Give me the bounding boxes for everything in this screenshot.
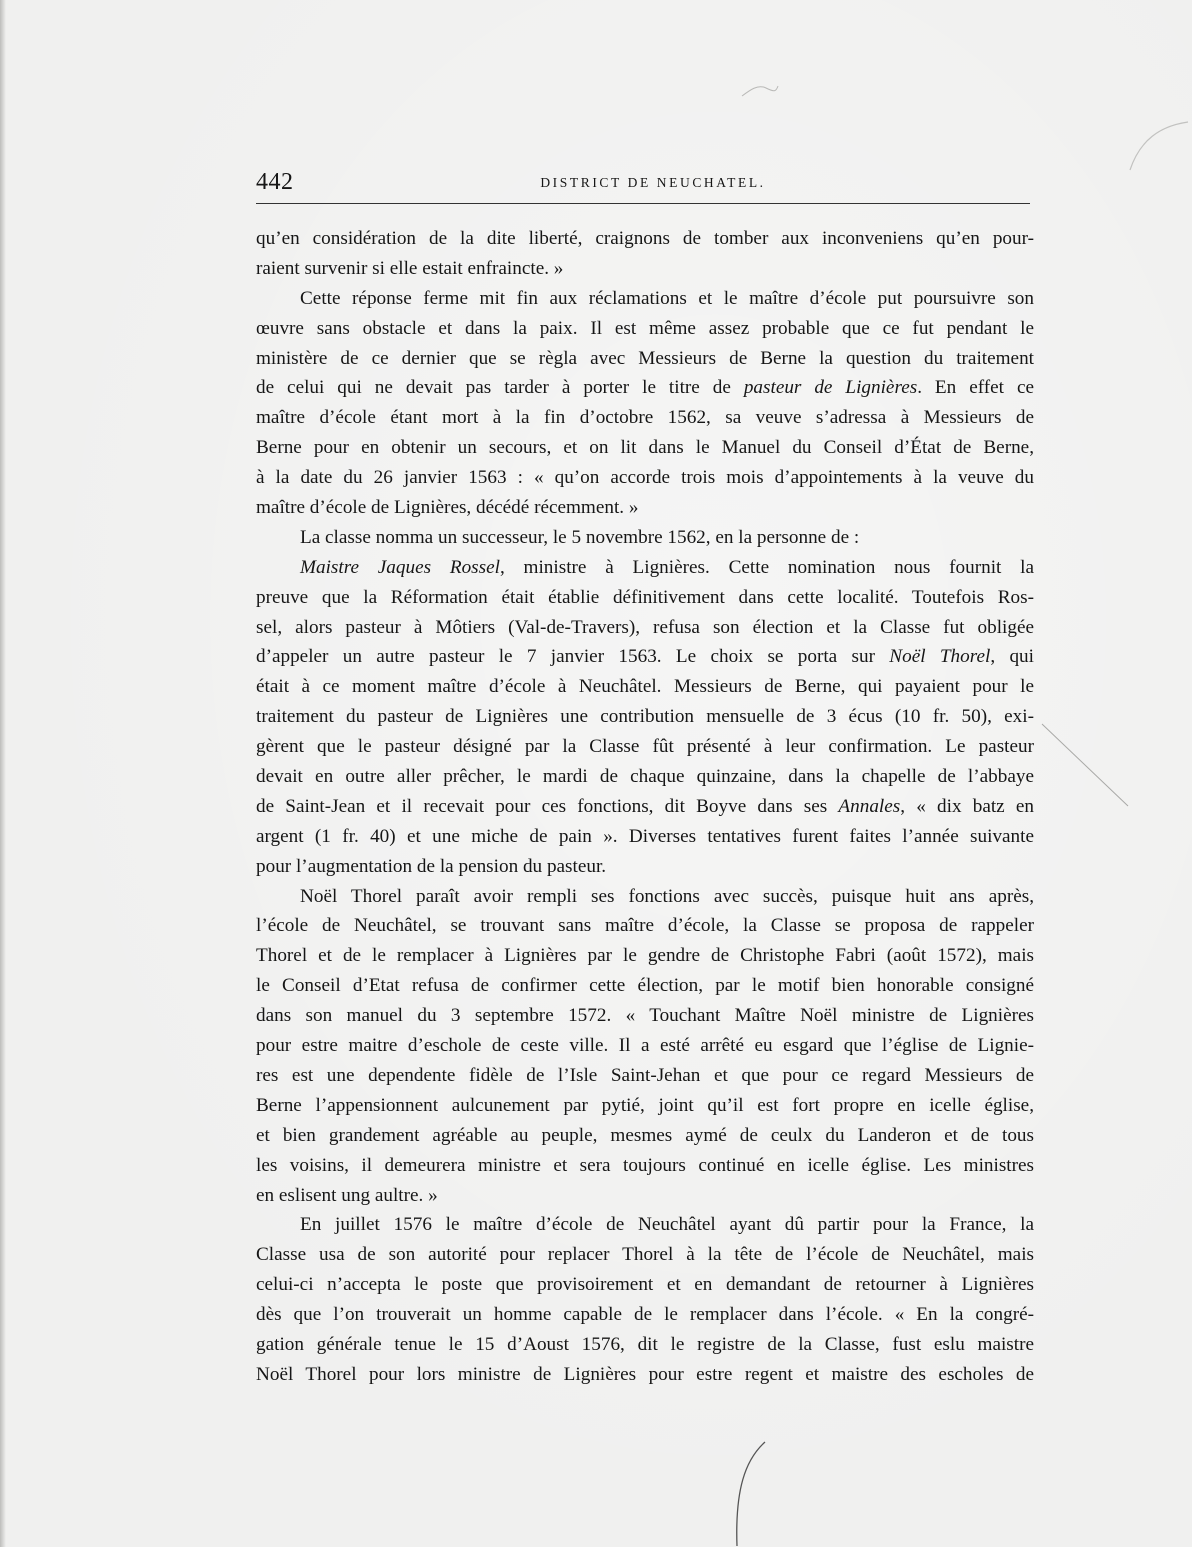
text-segment: , qui: [990, 646, 1034, 668]
text-line: [256, 1330, 1034, 1360]
text-line: [256, 882, 1034, 912]
header-rule: [256, 203, 1030, 204]
text-segment: de celui qui ne devait pas tarder à porter le titre de: [256, 377, 744, 399]
text-segment: Thorel et de le remplacer à Lignières par le gendre de Christophe Fabri (août 1572), mais: [256, 945, 1034, 967]
text-segment: pour l’augmentation de la pension du pasteur.: [256, 855, 607, 877]
text-line: [256, 672, 1034, 702]
text-segment: Noël Thorel pour lors ministre de Lignières pour estre regent et maistre des escholes de: [256, 1363, 1034, 1385]
text-line: [256, 642, 1034, 672]
text-line: [256, 762, 1034, 792]
text-segment: dès que l’on trouverait un homme capable de le remplacer dans l’école. « En la congré-: [256, 1304, 1034, 1326]
bottom-stroke-mark: [725, 1440, 785, 1547]
text-line: [256, 941, 1034, 971]
text-segment: pour estre maitre d’eschole de ceste ville. Il a esté arrêté eu esgard que l’église de Lignie-: [256, 1035, 1034, 1057]
text-segment: Cette réponse ferme mit fin aux réclamations et le maître d’école put poursuivre son: [300, 287, 1034, 309]
text-line: [256, 463, 1034, 493]
text-line: [256, 523, 1034, 553]
text-segment: La classe nomma un successeur, le 5 novembre 1562, en la personne de :: [300, 526, 860, 548]
text-line: [256, 493, 1034, 523]
fold-mark-top: [740, 80, 780, 100]
text-line: [256, 971, 1034, 1001]
text-line: [256, 1181, 1034, 1211]
text-segment: qu’en considération de la dite liberté, craignons de tomber aux inconveniens qu’en pour-: [256, 228, 1034, 249]
text-segment: l’école de Neuchâtel, se trouvant sans maître d’école, la Classe se proposa de rappeler: [256, 915, 1034, 937]
text-segment: sel, alors pasteur à Môtiers (Val-de-Travers), refusa son élection et la Classe fut obligée: [256, 616, 1034, 638]
text-segment: maître d’école étant mort à la fin d’octobre 1562, sa veuve s’adressa à Messieurs de: [256, 407, 1034, 429]
text-line: [256, 1121, 1034, 1151]
text-line: [256, 553, 1034, 583]
text-line: [256, 852, 1034, 882]
text-segment: preuve que la Réformation était établie définitivement dans cette localité. Toutefois Ros-: [256, 586, 1034, 608]
text-line: [256, 822, 1034, 852]
text-line: [256, 1151, 1034, 1181]
text-line: [256, 284, 1034, 314]
page-number: 442: [256, 169, 294, 195]
italic-text: Annales: [838, 795, 901, 817]
italic-text: Noël Thorel: [889, 646, 991, 668]
text-segment: traitement du pasteur de Lignières une contribution mensuelle de 3 écus (10 fr. 50), exi-: [256, 706, 1034, 728]
text-line: [256, 1031, 1034, 1061]
text-line: [256, 373, 1034, 403]
text-line: [256, 254, 1034, 284]
text-line: [256, 702, 1034, 732]
text-segment: les voisins, il demeurera ministre et sera toujours continué en icelle église. Les ministres: [256, 1154, 1034, 1176]
text-segment: en eslisent ung aultre. »: [256, 1184, 438, 1206]
text-line: [256, 1061, 1034, 1091]
text-line: [256, 403, 1034, 433]
text-segment: raient survenir si elle estait enfraincte. »: [256, 257, 564, 279]
fold-mark-right: [1110, 120, 1190, 190]
text-segment: res est une dependente fidèle de l’Isle Saint-Jehan et que pour ce regard Messieurs de: [256, 1064, 1034, 1086]
text-line: [256, 732, 1034, 762]
text-line: [256, 583, 1034, 613]
text-line: [256, 792, 1034, 822]
text-line: [256, 433, 1034, 463]
text-segment: ministère de ce dernier que se règla avec Messieurs de Berne la question du traitement: [256, 347, 1034, 369]
italic-text: Maistre Jaques Rossel: [300, 556, 500, 578]
text-segment: celui-ci n’accepta le poste que provisoirement et en demandant de retourner à Lignières: [256, 1274, 1034, 1296]
text-line: [256, 613, 1034, 643]
text-segment: œuvre sans obstacle et dans la paix. Il est même assez probable que ce fut pendant le: [256, 317, 1034, 339]
text-segment: argent (1 fr. 40) et une miche de pain ». Diverses tentatives furent faites l’année suivante: [256, 825, 1034, 847]
text-line: [256, 911, 1034, 941]
text-line: [256, 1001, 1034, 1031]
text-segment: gèrent que le pasteur désigné par la Classe fût présenté à leur confirmation. Le pasteur: [256, 736, 1034, 758]
text-segment: dans son manuel du 3 septembre 1572. « Touchant Maître Noël ministre de Lignières: [256, 1005, 1034, 1027]
text-segment: gation générale tenue le 15 d’Aoust 1576, dit le registre de la Classe, fust eslu maistre: [256, 1333, 1034, 1355]
page-header: [256, 168, 1030, 204]
page-edge-shadow: [0, 0, 6, 1547]
text-line: [256, 1240, 1034, 1270]
text-line: [256, 1091, 1034, 1121]
text-segment: était à ce moment maître d’école à Neuchâtel. Messieurs de Berne, qui payaient pour le: [256, 676, 1034, 698]
text-segment: à la date du 26 janvier 1563 : « qu’on accorde trois mois d’appointements à la veuve du: [256, 467, 1034, 489]
text-segment: . En effet ce: [917, 377, 1034, 399]
text-segment: Noël Thorel paraît avoir rempli ses fonctions avec succès, puisque huit ans après,: [300, 885, 1034, 907]
text-segment: Berne l’appensionnent aulcunement par pytié, joint qu’il est fort propre en icelle église,: [256, 1094, 1034, 1116]
text-line: [256, 1300, 1034, 1330]
text-line: [256, 344, 1034, 374]
text-segment: le Conseil d’Etat refusa de confirmer cette élection, par le motif bien honorable consigné: [256, 975, 1034, 997]
text-segment: de Saint-Jean et il recevait pour ces fonctions, dit Boyve dans ses: [256, 795, 839, 817]
text-segment: d’appeler un autre pasteur le 7 janvier 1563. Le choix se porta sur: [256, 646, 890, 668]
text-segment: Classe usa de son autorité pour replacer Thorel à la tête de l’école de Neuchâtel, mais: [256, 1244, 1034, 1266]
italic-text: pasteur de Lignières: [743, 377, 918, 399]
text-segment: maître d’école de Lignières, décédé récemment. »: [256, 497, 639, 519]
text-segment: et bien grandement agréable au peuple, mesmes aymé de ceulx du Landeron et de tous: [256, 1124, 1034, 1146]
text-segment: Berne pour en obtenir un secours, et on lit dans le Manuel du Conseil d’État de Berne,: [256, 437, 1034, 459]
text-line: [256, 1270, 1034, 1300]
text-segment: , « dix batz en: [900, 795, 1034, 817]
text-segment: En juillet 1576 le maître d’école de Neuchâtel ayant dû partir pour la France, la: [300, 1214, 1034, 1236]
text-segment: , ministre à Lignières. Cette nomination nous fournit la: [499, 556, 1034, 578]
body-text: [256, 224, 1034, 1390]
text-line: [256, 314, 1034, 344]
running-head: DISTRICT DE NEUCHATEL.: [540, 175, 766, 190]
text-line: [256, 1360, 1034, 1390]
crease-mark: [1040, 720, 1140, 820]
text-line: [256, 224, 1034, 254]
text-line: [256, 1210, 1034, 1240]
text-segment: devait en outre aller prêcher, le mardi de chaque quinzaine, dans la chapelle de l’abbaye: [256, 766, 1034, 788]
